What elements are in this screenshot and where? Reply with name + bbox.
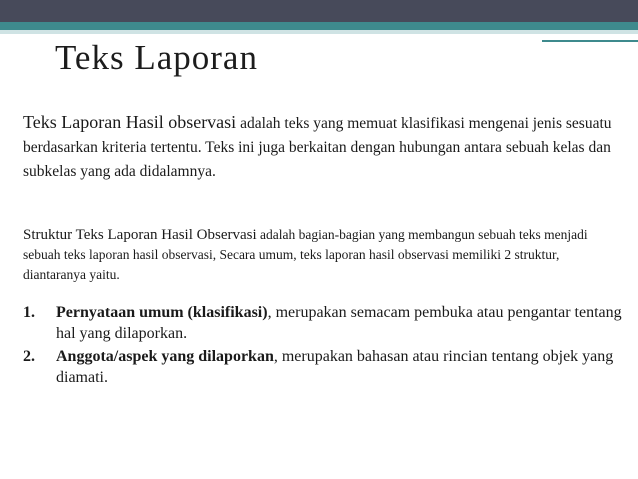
header-bar-dark	[0, 0, 638, 22]
list-item-term: Anggota/aspek yang dilaporkan	[56, 348, 274, 365]
paragraph-definition-body: adalah teks yang memuat klasifikasi mengenai jenis sesuatu berdasarkan kriteria tertentu. Teks ini juga berkaitan dengan hubungan antara sebuah kelas dan subkelas yang ada didalamnya.	[23, 115, 612, 180]
accent-line	[542, 40, 638, 42]
list-item-number: 1.	[23, 304, 35, 321]
header-bar-light	[0, 30, 638, 34]
paragraph-structure-lead: Struktur Teks Laporan Hasil Observasi	[23, 227, 257, 243]
paragraph-definition-lead: Teks Laporan Hasil observasi	[23, 112, 237, 132]
list-item	[23, 302, 623, 344]
header-bar-teal	[0, 22, 638, 30]
paragraph-definition	[23, 110, 623, 184]
paragraph-structure	[23, 225, 623, 285]
list-item-term: Pernyataan umum (klasifikasi)	[56, 304, 268, 321]
list-item	[23, 346, 623, 388]
slide-title: Teks Laporan	[55, 38, 258, 77]
list-item-desc: , merupakan semacam pembuka atau pengantar tentang hal yang dilaporkan.	[56, 304, 622, 342]
paragraph-structure-body: adalah bagian-bagian yang membangun sebuah teks menjadi sebuah teks laporan hasil observasi, Secara umum, teks laporan hasil observasi memiliki 2 struktur, diantaranya yaitu.	[23, 227, 588, 282]
list-item-number: 2.	[23, 348, 35, 365]
list-item-desc: , merupakan bahasan atau rincian tentang objek yang diamati.	[56, 348, 614, 386]
structure-list	[23, 302, 623, 390]
